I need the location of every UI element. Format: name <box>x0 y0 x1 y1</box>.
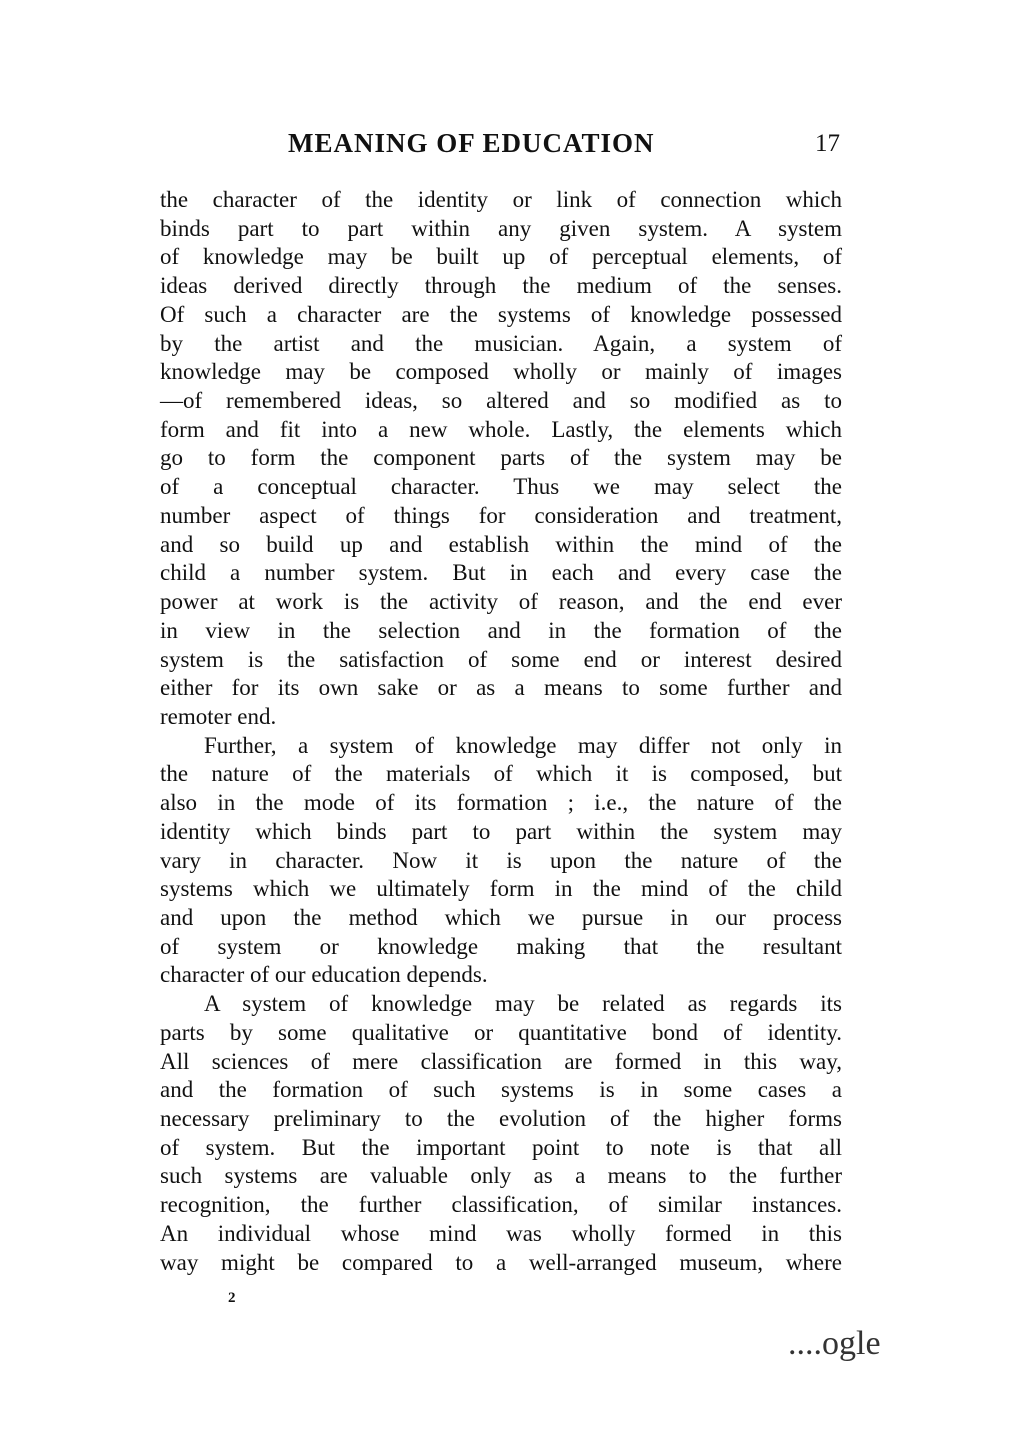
text-line: also in the mode of its formation ; i.e., the nature of the <box>160 790 842 816</box>
paragraph-start-line: A system of knowledge may be related as regards its <box>204 991 842 1017</box>
signature-mark: 2 <box>228 1290 236 1306</box>
text-line: such systems are valuable only as a means to the further <box>160 1163 842 1189</box>
text-line: recognition, the further classification, of similar instances. <box>160 1192 842 1218</box>
text-line: systems which we ultimately form in the mind of the child <box>160 876 842 902</box>
text-line: vary in character. Now it is upon the nature of the <box>160 847 842 873</box>
text-line: knowledge may be composed wholly or mainly of images <box>160 359 842 385</box>
paragraph-start-line: Further, a system of knowledge may differ not only in <box>204 732 842 758</box>
body-text <box>160 186 842 1277</box>
text-line: go to form the component parts of the system may be <box>160 445 842 471</box>
text-line: Of such a character are the systems of knowledge possessed <box>160 301 842 327</box>
text-line: An individual whose mind was wholly formed in this <box>160 1220 842 1246</box>
text-line: form and fit into a new whole. Lastly, the elements which <box>160 416 842 442</box>
text-line: by the artist and the musician. Again, a system of <box>160 330 842 356</box>
page-number: 17 <box>815 130 840 157</box>
text-line: the character of the identity or link of connection which <box>160 187 842 212</box>
text-line: of system. But the important point to note is that all <box>160 1134 842 1160</box>
text-line: of a conceptual character. Thus we may select the <box>160 474 842 500</box>
text-line: and upon the method which we pursue in our process <box>160 904 842 930</box>
text-line: of system or knowledge making that the resultant <box>160 933 842 959</box>
text-line: —of remembered ideas, so altered and so modified as to <box>160 388 842 414</box>
text-line: All sciences of mere classification are formed in this way, <box>160 1048 842 1074</box>
text-line: number aspect of things for consideration and treatment, <box>160 502 842 528</box>
text-line: power at work is the activity of reason, and the end ever <box>160 589 842 615</box>
page-title: MEANING OF EDUCATION <box>288 128 655 158</box>
text-line: in view in the selection and in the formation of the <box>160 617 842 643</box>
watermark: ....ogle <box>788 1325 881 1362</box>
text-line: either for its own sake or as a means to some further and <box>160 675 842 701</box>
paragraph-end-line: remoter end. <box>160 703 277 729</box>
text-line: identity which binds part to part within the system may <box>160 818 842 844</box>
text-line: and the formation of such systems is in some cases a <box>160 1077 842 1103</box>
text-line: of knowledge may be built up of perceptual elements, of <box>160 244 842 270</box>
text-line: and so build up and establish within the mind of the <box>160 531 842 557</box>
text-line: system is the satisfaction of some end or interest desired <box>160 646 842 672</box>
text-line: binds part to part within any given system. A system <box>160 215 842 241</box>
running-head <box>158 128 844 162</box>
text-line: the nature of the materials of which it is composed, but <box>160 761 842 787</box>
paragraph-end-line: character of our education depends. <box>160 962 488 988</box>
text-line: parts by some qualitative or quantitative bond of identity. <box>160 1019 842 1045</box>
text-line: child a number system. But in each and every case the <box>160 560 842 586</box>
text-line: necessary preliminary to the evolution of the higher forms <box>160 1106 842 1131</box>
text-line: way might be compared to a well-arranged museum, where <box>160 1249 842 1275</box>
text-line: ideas derived directly through the medium of the senses. <box>160 273 842 299</box>
